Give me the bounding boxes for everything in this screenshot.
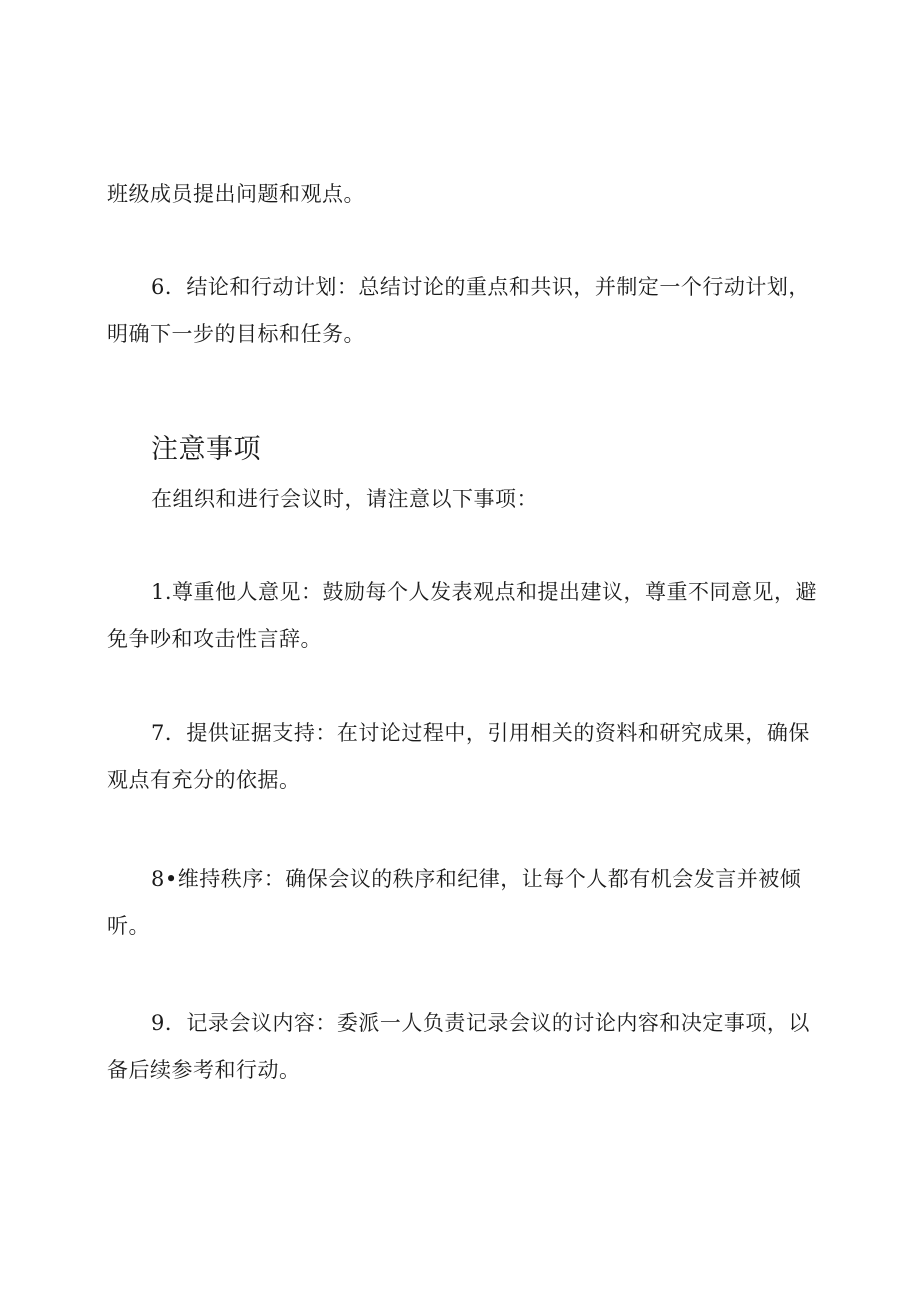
list-number: 6 xyxy=(151,275,165,299)
list-item-text: 记录会议内容：委派一人负责记录会议的讨论内容和决定事项，以备后续参考和行动。 xyxy=(107,1011,810,1082)
list-number: 9 xyxy=(151,1011,165,1035)
list-separator: ． xyxy=(164,275,187,299)
list-item-text: 提供证据支持：在讨论过程中，引用相关的资料和研究成果，确保观点有充分的依据。 xyxy=(107,721,810,792)
list-separator: ． xyxy=(164,721,187,745)
list-number: 1. xyxy=(151,580,173,604)
section-heading: 注意事项 xyxy=(151,434,261,465)
list-separator: • xyxy=(164,867,178,891)
list-separator: ． xyxy=(164,1011,187,1035)
list-item-6 xyxy=(107,264,825,358)
note-item-9 xyxy=(107,1000,825,1094)
section-intro-text: 在组织和进行会议时，请注意以下事项： xyxy=(151,487,538,511)
list-number: 7 xyxy=(151,721,165,745)
list-item-text: 结论和行动计划：总结讨论的重点和共识，并制定一个行动计划，明确下一步的目标和任务。 xyxy=(107,275,810,346)
section-intro xyxy=(107,476,825,523)
list-item-text: 维持秩序：确保会议的秩序和纪律，让每个人都有机会发言并被倾听。 xyxy=(107,867,802,938)
list-number: 8 xyxy=(151,867,165,891)
continuation-text: 班级成员提出问题和观点。 xyxy=(107,182,365,206)
note-item-1 xyxy=(107,569,825,663)
note-item-7 xyxy=(107,710,825,804)
list-item-text: 尊重他人意见：鼓励每个人发表观点和提出建议，尊重不同意见，避免争吵和攻击性言辞。 xyxy=(107,580,818,651)
note-item-8 xyxy=(107,856,825,950)
continuation-paragraph xyxy=(107,171,825,218)
